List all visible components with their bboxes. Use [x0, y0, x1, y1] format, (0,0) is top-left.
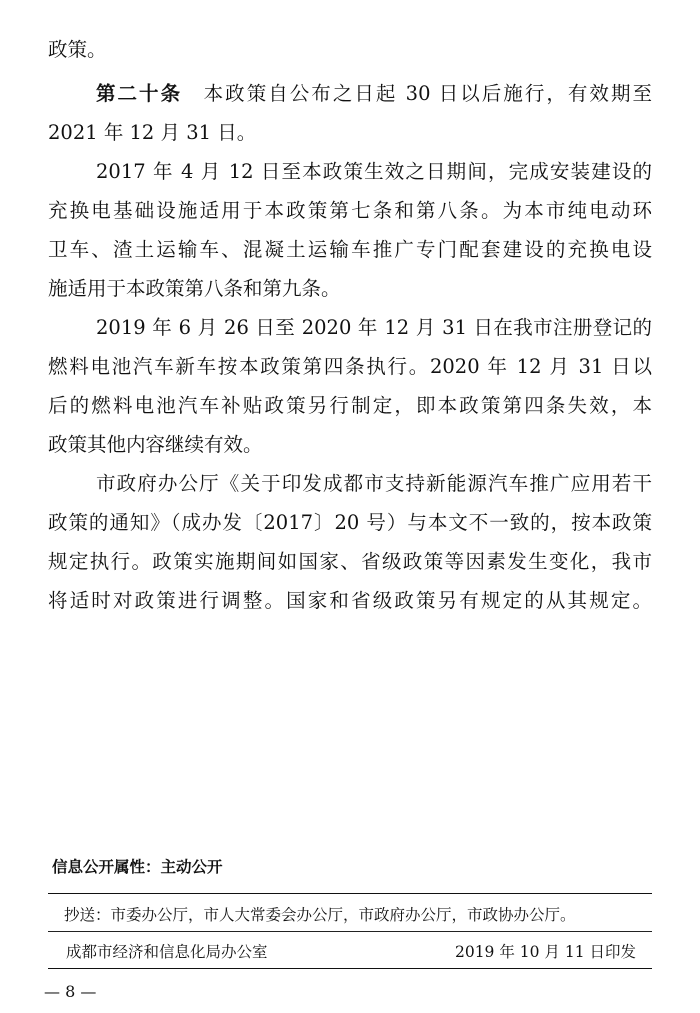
paragraph-line: 充换电基础设施适用于本政策第七条和第八条。为本市纯电动环: [48, 199, 652, 222]
page-number: — 8 —: [44, 982, 97, 1001]
article-20-heading: 第二十条: [96, 82, 183, 105]
footer-rule-top: [48, 893, 652, 894]
paragraph-line: 施适用于本政策第八条和第九条。: [48, 277, 341, 300]
paragraph-line: 2017 年 4 月 12 日至本政策生效之日期间，完成安装建设的: [96, 160, 652, 183]
paragraph-line: 将适时对政策进行调整。国家和省级政策另有规定的从其规定。: [48, 589, 652, 612]
paragraph-line: 政策。: [48, 38, 107, 61]
paragraph-line: 燃料电池汽车新车按本政策第四条执行。2020 年 12 月 31 日以: [48, 355, 652, 378]
article-20-line: [96, 82, 652, 106]
issue-date: 2019 年 10 月 11 日印发: [454, 943, 636, 961]
cc-list: 抄送：市委办公厅，市人大常委会办公厅，市政府办公厅，市政协办公厅。: [64, 906, 576, 924]
footer-rule-middle: [48, 931, 652, 932]
paragraph-line: 规定执行。政策实施期间如国家、省级政策等因素发生变化，我市: [48, 550, 652, 573]
article-20-text: 本政策自公布之日起 30 日以后施行，有效期至: [201, 82, 652, 105]
issuer-row: [66, 941, 636, 963]
paragraph-line: 后的燃料电池汽车补贴政策另行制定，即本政策第四条失效，本: [48, 394, 652, 417]
disclosure-attribute: 信息公开属性：主动公开: [52, 858, 223, 876]
paragraph-line: 政策的通知》（成办发〔2017〕20 号）与本文不一致的，按本政策: [48, 511, 652, 534]
paragraph-line: 2019 年 6 月 26 日至 2020 年 12 月 31 日在我市注册登记的: [96, 316, 652, 339]
paragraph-line: 市政府办公厅《关于印发成都市支持新能源汽车推广应用若干: [96, 472, 652, 495]
paragraph-line: 2021 年 12 月 31 日。: [48, 121, 257, 144]
paragraph-line: 政策其他内容继续有效。: [48, 433, 263, 456]
issuer-name: 成都市经济和信息化局办公室: [66, 943, 268, 961]
footer-rule-bottom: [48, 968, 652, 969]
paragraph-line: 卫车、渣土运输车、混凝土运输车推广专门配套建设的充换电设: [48, 238, 652, 261]
